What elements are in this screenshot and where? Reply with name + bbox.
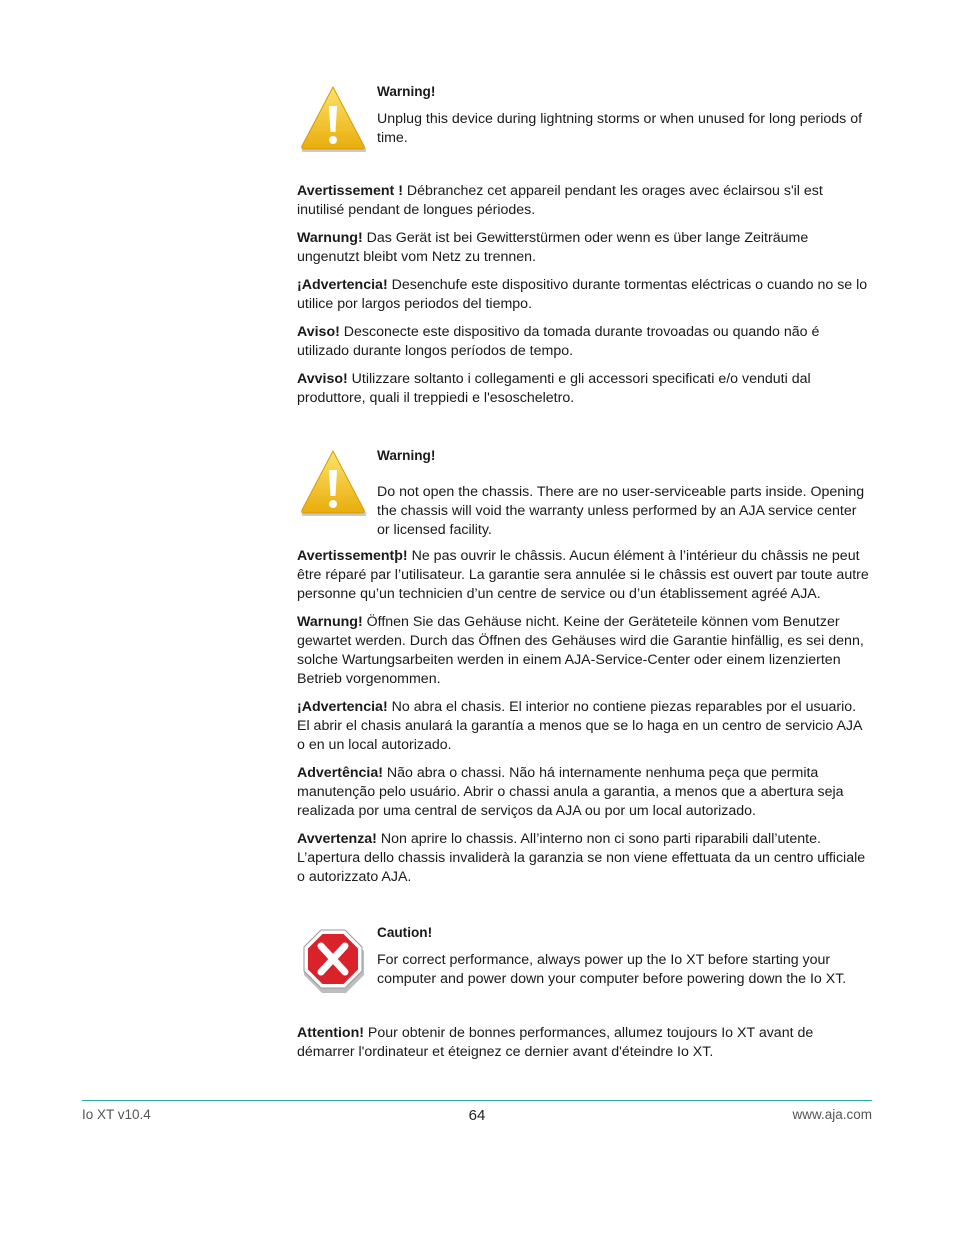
translation-spanish <box>297 698 872 755</box>
translation-german <box>297 229 872 267</box>
translation-french <box>297 1024 872 1062</box>
translation-label: Advertência! <box>297 765 383 781</box>
warning-translations-1 <box>297 182 872 417</box>
warning-translations-2 <box>297 547 872 896</box>
warning-triangle-icon <box>297 446 369 518</box>
translation-text: Não abra o chassi. Não há internamente nenhuma peça que permita manutenção pelo usuário. Abrir o chassi anula a garantia, a menos que a abertura seja realizada por uma central de serviços da AJA ou por um local autorizado. <box>297 765 844 819</box>
translation-french <box>297 547 872 604</box>
translation-label: ¡Advertencia! <box>297 699 388 715</box>
translation-italian <box>297 370 872 408</box>
translation-text: Utilizzare soltanto i collegamenti e gli accessori specificati e/o venduti dal produttore, quali il treppiedi e l'esoscheletro. <box>297 371 811 406</box>
page-number: 64 <box>468 1107 486 1124</box>
caution-translations <box>297 1024 872 1071</box>
translation-text: Desenchufe este dispositivo durante tormentas eléctricas o cuando no se lo utilice por largos periodos del tiempo. <box>297 277 868 312</box>
translation-text: Pour obtenir de bonnes performances, allumez toujours Io XT avant de démarrer l'ordinateur et éteignez ce dernier avant d'éteindre Io XT. <box>297 1025 814 1060</box>
footer-product-version: Io XT v10.4 <box>82 1107 151 1122</box>
translation-text: Ne pas ouvrir le châssis. Aucun élément à l’intérieur du châssis ne peut être réparé par l’utilisateur. La garantie sera annulée si le châssis est ouvert par toute autre personne qu’un technicien d’un centre de service ou d’un établissement agréé AJA. <box>297 548 869 602</box>
caution-heading: Caution! <box>377 925 433 940</box>
warning-heading: Warning! <box>377 448 436 463</box>
translation-spanish <box>297 276 872 314</box>
caution-text: For correct performance, always power up the Io XT before starting your computer and power down your computer before powering down the Io XT. <box>377 952 847 987</box>
translation-label: Avvertenza! <box>297 831 377 847</box>
warning-text: Unplug this device during lightning storms or when unused for long periods of time. <box>377 111 863 146</box>
translation-portuguese <box>297 323 872 361</box>
warning-text: Do not open the chassis. There are no user-serviceable parts inside. Opening the chassis will void the warranty unless performed by an AJA service center or licensed facility. <box>377 484 865 538</box>
translation-label: Aviso! <box>297 324 340 340</box>
translation-text: Non aprire lo chassis. All’interno non ci sono parti riparabili dall’utente. L’apertura dello chassis invaliderà la garanzia se non viene effettuata da un centro ufficiale o autorizzato AJA. <box>297 831 866 885</box>
translation-label: ¡Advertencia! <box>297 277 388 293</box>
translation-text: Débranchez cet appareil pendant les orages avec éclairsou s'il est inutilisé pendant de longues périodes. <box>297 183 823 218</box>
footer-divider <box>82 1100 872 1101</box>
translation-text: Öffnen Sie das Gehäuse nicht. Keine der Geräteteile können vom Benutzer gewartet werden. Durch das Öffnen des Gehäuses wird die Garantie hinfällig, es sei denn, solche Wartungsarbeiten werden in einem AJA-Service-Center oder einem lizenzierten Betrieb vorgenommen. <box>297 614 864 687</box>
footer-website: www.aja.com <box>792 1107 872 1122</box>
stop-octagon-x-icon <box>297 927 369 999</box>
translation-label: Warnung! <box>297 230 363 246</box>
translation-label: Warnung! <box>297 614 363 630</box>
translation-text: Desconecte este dispositivo da tomada durante trovoadas ou quando não é utilizado durante longos períodos de tempo. <box>297 324 820 359</box>
translation-text: No abra el chasis. El interior no contiene piezas reparables por el usuario. El abrir el chasis anulará la garantía a menos que se lo haga en un centro de servicio AJA o en un local autorizado. <box>297 699 862 753</box>
translation-label: Avertissement ! <box>297 183 403 199</box>
translation-french <box>297 182 872 220</box>
translation-label: Avertissementþ! <box>297 548 408 564</box>
translation-german <box>297 613 872 689</box>
translation-label: Attention! <box>297 1025 364 1041</box>
warning-heading: Warning! <box>377 84 436 99</box>
translation-portuguese <box>297 764 872 821</box>
warning-triangle-icon <box>297 82 369 154</box>
translation-label: Avviso! <box>297 371 348 387</box>
translation-italian <box>297 830 872 887</box>
translation-text: Das Gerät ist bei Gewitterstürmen oder wenn es über lange Zeiträume ungenutzt bleibt vom Netz zu trennen. <box>297 230 809 265</box>
